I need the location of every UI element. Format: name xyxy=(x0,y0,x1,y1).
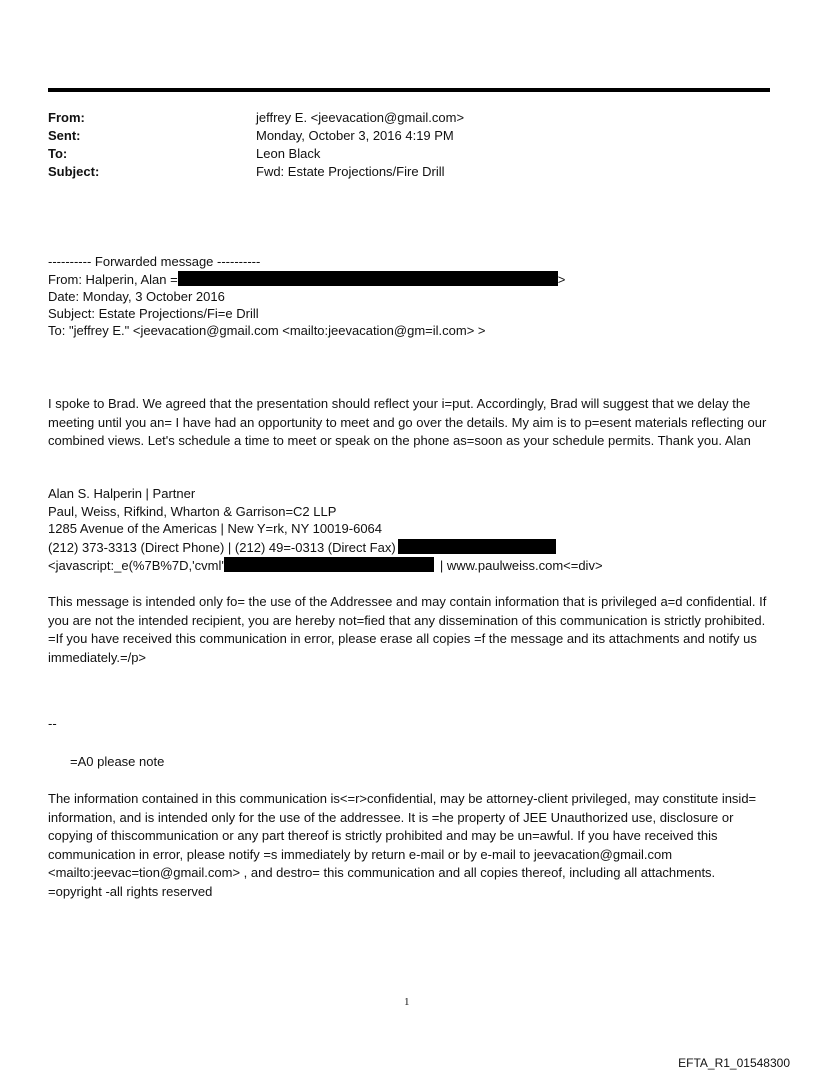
forwarded-from-suffix: > xyxy=(557,272,566,287)
redaction-box xyxy=(224,557,434,572)
from-value: jeffrey E. <jeevacation@gmail.com> xyxy=(256,110,465,125)
signature-separator: -- xyxy=(48,716,57,731)
signature-name: Alan S. Halperin | Partner xyxy=(48,486,196,501)
to-label: To: xyxy=(48,146,68,161)
signature-firm: Paul, Weiss, Rifkind, Wharton & Garrison=C2 LLP xyxy=(48,504,337,519)
signature-phone-text: (212) 373-3313 (Direct Phone) | (212) 49=-0313 (Direct Fax) xyxy=(48,540,396,555)
to-value: Leon Black xyxy=(256,146,321,161)
signature-address: 1285 Avenue of the Americas | New Y=rk, NY 10019-6064 xyxy=(48,521,383,536)
document-id: EFTA_R1_01548300 xyxy=(678,1056,790,1070)
forwarded-subject: Subject: Estate Projections/Fi=e Drill xyxy=(48,306,259,321)
subject-label: Subject: xyxy=(48,164,100,179)
message-body: I spoke to Brad. We agreed that the presentation should reflect your i=put. Accordingly, Brad will suggest that we delay the meeting until you an= I have had an opportunity to meet and go over the details. My aim is to p=esent materials reflecting our combined views. Let's schedule a time to meet or speak on the phone as=soon as your schedule permits. Thank you. Alan xyxy=(48,396,767,448)
from-label: From: xyxy=(48,110,85,125)
signature-js-link xyxy=(48,557,603,573)
redaction-box xyxy=(398,539,556,554)
forwarded-to: To: "jeffrey E." <jeevacation@gmail.com <mailto:jeevacation@gm=il.com> > xyxy=(48,323,486,338)
legal-disclaimer: The information contained in this communication is<=r>confidential, may be attorney-client privileged, may constitute insid= information, and is intended only for the use of the addressee. It is =he property of JEE Unauthorized use, disclosure or copying of thiscommunication or any part thereof is strictly prohibited and may be un=awful. If you have received this communication in error, please notify =s immediately by return e-mail or by e-mail to jeevacation@gmail.com <mailto:jeevac=tion@gmail.com> , and destro= this communication and all copies thereof, including all attachments. =opyright -all rights reserved xyxy=(48,791,757,899)
forwarded-date: Date: Monday, 3 October 2016 xyxy=(48,289,225,304)
forwarded-divider: ---------- Forwarded message ---------- xyxy=(48,254,261,269)
page-number: 1 xyxy=(404,996,410,1008)
redaction-box xyxy=(178,271,558,286)
confidentiality-notice: This message is intended only fo= the use of the Addressee and may contain information that is privileged a=d confidential. If you are not the intended recipient, you are hereby not=fied that any dissemination of this communication is strictly prohibited. =If you have received this communication in error, please erase all copies =f the message and its attachments and notify us immediately.=/p> xyxy=(48,594,767,665)
signature-phone xyxy=(48,539,556,555)
sent-value: Monday, October 3, 2016 4:19 PM xyxy=(256,128,454,143)
forwarded-from xyxy=(48,271,565,287)
signature-website: | www.paulweiss.com<=div> xyxy=(439,558,603,573)
forwarded-from-text: From: Halperin, Alan = xyxy=(48,272,178,287)
sent-label: Sent: xyxy=(48,128,81,143)
header-rule xyxy=(48,88,770,92)
subject-value: Fwd: Estate Projections/Fire Drill xyxy=(256,164,445,179)
please-note: =A0 please note xyxy=(70,754,165,769)
signature-js-text: <javascript:_e(%7B%7D,'cvml' xyxy=(48,558,224,573)
